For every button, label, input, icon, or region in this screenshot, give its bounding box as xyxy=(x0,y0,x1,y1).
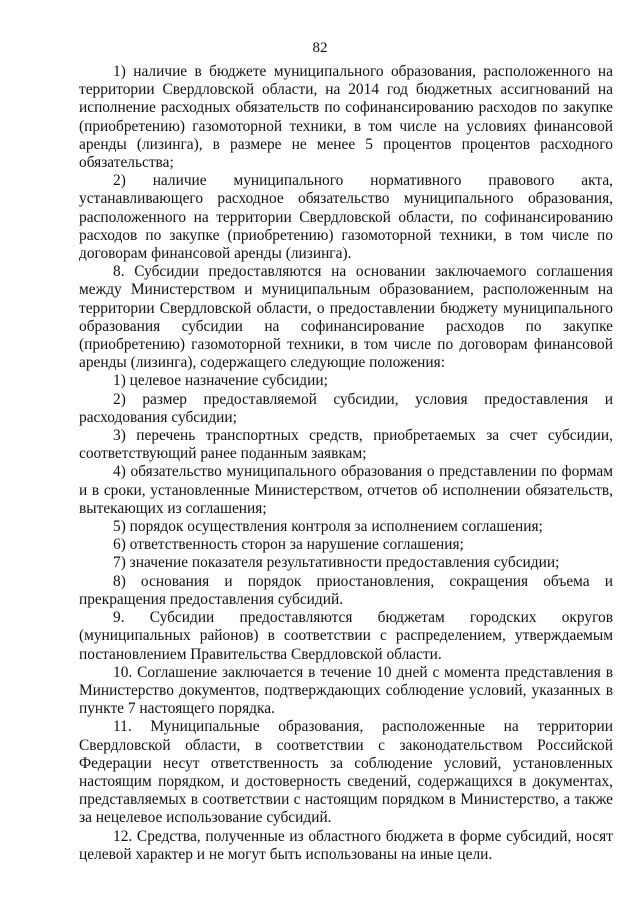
paragraph-section-8: 8. Субсидии предоставляются на основании заключаемого соглашения между Министерством и муниципальным образованием, расположенным на территории Свердловской области, о предоставлении бюджету муниципального образования субсидии на софинансирование расходов по закупке (приобретению) газомоторной техники, в том числе по договорам финансовой аренды (лизинга), содержащего следующие положения: xyxy=(79,263,613,372)
paragraph-item-8-5: 5) порядок осуществления контроля за исполнением соглашения; xyxy=(113,518,543,536)
paragraph-item-8-6: 6) ответственность сторон за нарушение соглашения; xyxy=(113,536,464,554)
paragraph-clause-7-2: 2) наличие муниципального нормативного правового акта, устанавливающего расходное обязательство муниципального образования, расположенного на территории Свердловской области, по софинансированию расходов по закупке (приобретению) газомоторной техники, в том числе по договорам финансовой аренды (лизинга). xyxy=(79,172,613,263)
paragraph-item-8-7: 7) значение показателя результативности предоставления субсидии; xyxy=(113,554,560,572)
paragraph-item-8-4: 4) обязательство муниципального образования о представлении по формам и в сроки, установленные Министерством, отчетов об исполнении обязательств, вытекающих из соглашения; xyxy=(79,463,613,517)
paragraph-section-12: 12. Средства, полученные из областного бюджета в форме субсидий, носят целевой характер и не могут быть использованы на иные цели. xyxy=(79,827,613,863)
document-body xyxy=(79,63,613,864)
paragraph-clause-7-1: 1) наличие в бюджете муниципального образования, расположенного на территории Свердловской области, на 2014 год бюджетных ассигнований на исполнение расходных обязательств по софинансированию расходов по закупке (приобретению) газомоторной техники, в том числе на условиях финансовой аренды (лизинга), в размере не менее 5 процентов процентов расходного обязательства; xyxy=(79,63,613,172)
paragraph-item-8-8: 8) основания и порядок приостановления, сокращения объема и прекращения предоставления субсидий. xyxy=(79,572,613,608)
paragraph-item-8-2: 2) размер предоставляемой субсидии, условия предоставления и расходования субсидии; xyxy=(79,390,613,426)
paragraph-section-11: 11. Муниципальные образования, расположенные на территории Свердловской области, в соответствии с законодательством Российской Федерации несут ответственность за соблюдение условий, установленных настоящим порядком, и достоверность сведений, содержащихся в документах, представляемых в соответствии с настоящим порядком в Министерство, а также за нецелевое использование субсидий. xyxy=(79,718,613,827)
paragraph-item-8-3: 3) перечень транспортных средств, приобретаемых за счет субсидии, соответствующий ранее поданным заявкам; xyxy=(79,427,613,463)
page-number: 82 xyxy=(312,40,328,56)
paragraph-section-10: 10. Соглашение заключается в течение 10 дней с момента представления в Министерство документов, подтверждающих соблюдение условий, указанных в пункте 7 настоящего порядка. xyxy=(79,663,613,718)
paragraph-item-8-1: 1) целевое назначение субсидии; xyxy=(113,372,328,390)
paragraph-section-9: 9. Субсидии предоставляются бюджетам городских округов (муниципальных районов) в соответствии с распределением, утверждаемым постановлением Правительства Свердловской области. xyxy=(79,609,613,663)
